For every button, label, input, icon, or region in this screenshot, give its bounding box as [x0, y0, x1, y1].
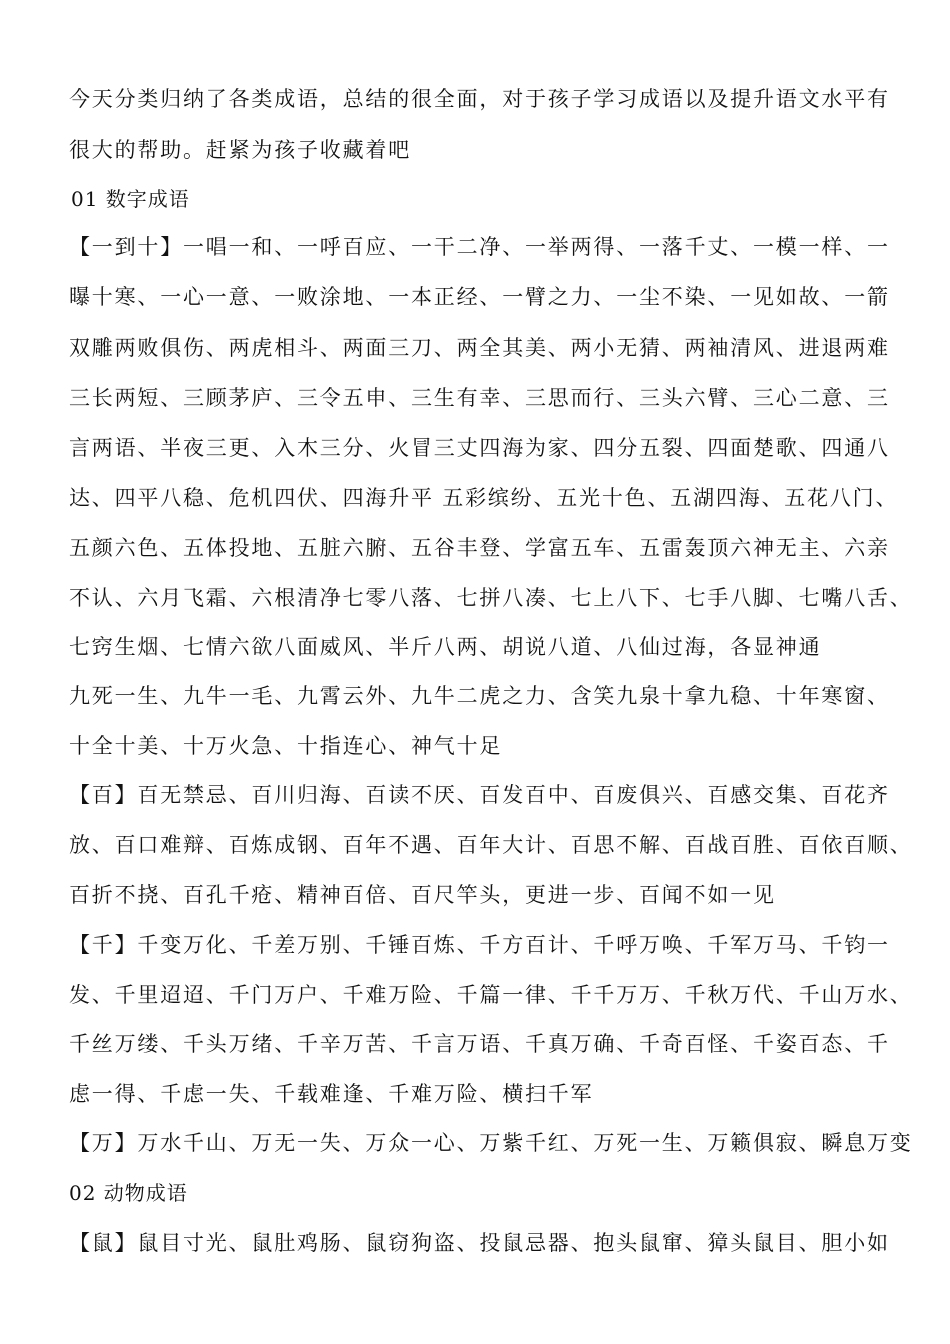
paragraph-line: 五颜六色、五体投地、五脏六腑、五谷丰登、学富五车、五雷轰顶六神无主、六亲: [69, 536, 890, 560]
paragraph-line: 百折不挠、百孔千疮、精神百倍、百尺竿头，更进一步、百闻不如一见: [69, 883, 776, 907]
paragraph-line: 虑一得、千虑一失、千载难逢、千难万险、横扫千军: [69, 1082, 594, 1106]
paragraph-line: 【千】千变万化、千差万别、千锤百炼、千方百计、千呼万唤、千军万马、千钧一: [69, 933, 890, 957]
section-heading-animals: 02 动物成语: [69, 1181, 188, 1205]
paragraph-line: 【鼠】鼠目寸光、鼠肚鸡肠、鼠窃狗盗、投鼠忌器、抱头鼠窜、獐头鼠目、胆小如: [69, 1231, 890, 1255]
paragraph-line: 七窍生烟、七情六欲八面威风、半斤八两、胡说八道、八仙过海，各显神通: [69, 635, 822, 659]
intro-line-1: 今天分类归纳了各类成语，总结的很全面，对于孩子学习成语以及提升语文水平有: [69, 87, 890, 111]
intro-line-2: 很大的帮助。赶紧为孩子收藏着吧: [69, 138, 411, 162]
paragraph-line: 九死一生、九牛一毛、九霄云外、九牛二虎之力、含笑九泉十拿九稳、十年寒窗、: [69, 684, 890, 708]
paragraph-line: 千丝万缕、千头万绪、千辛万苦、千言万语、千真万确、千奇百怪、千姿百态、千: [69, 1032, 890, 1056]
paragraph-line: 【一到十】一唱一和、一呼百应、一干二净、一举两得、一落千丈、一模一样、一: [69, 235, 890, 259]
paragraph-line: 三长两短、三顾茅庐、三令五申、三生有幸、三思而行、三头六臂、三心二意、三: [69, 386, 890, 410]
section-heading-numbers: 01 数字成语: [71, 187, 190, 211]
paragraph-line: 言两语、半夜三更、入木三分、火冒三丈四海为家、四分五裂、四面楚歌、四通八: [69, 436, 890, 460]
paragraph-line: 放、百口难辩、百炼成钢、百年不遇、百年大计、百思不解、百战百胜、百依百顺、: [69, 833, 913, 857]
paragraph-line: 曝十寒、一心一意、一败涂地、一本正经、一臂之力、一尘不染、一见如故、一箭: [69, 285, 890, 309]
paragraph-line: 【万】万水千山、万无一失、万众一心、万紫千红、万死一生、万籁俱寂、瞬息万变: [69, 1131, 913, 1155]
paragraph-line: 【百】百无禁忌、百川归海、百读不厌、百发百中、百废俱兴、百感交集、百花齐: [69, 783, 890, 807]
paragraph-line: 不认、六月飞霜、六根清净七零八落、七拼八凑、七上八下、七手八脚、七嘴八舌、: [69, 586, 913, 610]
paragraph-line: 发、千里迢迢、千门万户、千难万险、千篇一律、千千万万、千秋万代、千山万水、: [69, 983, 913, 1007]
paragraph-line: 双雕两败俱伤、两虎相斗、两面三刀、两全其美、两小无猜、两袖清风、进退两难: [69, 336, 890, 360]
paragraph-line: 达、四平八稳、危机四伏、四海升平 五彩缤纷、五光十色、五湖四海、五花八门、: [69, 486, 899, 510]
paragraph-line: 十全十美、十万火急、十指连心、神气十足: [69, 734, 503, 758]
